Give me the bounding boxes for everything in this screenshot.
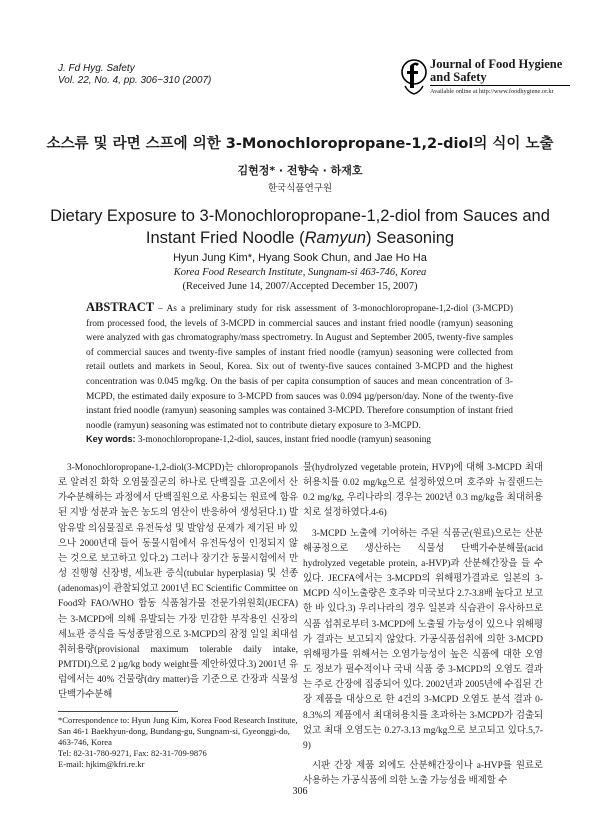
journal-logo-icon bbox=[400, 58, 428, 98]
korean-authors: 김현정* · 전향숙 · 하재호 bbox=[237, 164, 363, 177]
logo-title bbox=[430, 58, 570, 84]
body-paragraph: 물(hydrolyzed vegetable protein, HVP)에 대해 3-MCPD 최대 허용치를 0.02 mg/kg으로 설정하였으며 호주와 뉴질랜드는 0.2 mg/kg, 우리나라의 경우는 2002년 0.3 mg/kg을 최대허용치로 설정하였다.4-6) bbox=[303, 463, 543, 519]
received-dates: (Received June 14, 2007/Accepted December 15, 2007) bbox=[182, 281, 418, 292]
english-affiliation: Korea Food Research Institute, Sungnam-si 463-746, Korea bbox=[173, 267, 427, 278]
logo-divider bbox=[430, 85, 570, 86]
english-authors: Hyun Jung Kim*, Hyang Sook Chun, and Jae Ho Ha bbox=[173, 252, 427, 264]
english-title bbox=[40, 205, 560, 249]
journal-volume: Vol. 22, No. 4, pp. 306~310 (2007) bbox=[58, 75, 212, 86]
english-title-part: Instant Fried Noodle ( bbox=[145, 229, 305, 247]
footnote-divider bbox=[58, 711, 178, 712]
keywords-text: 3-monochloropropane-1,2-diol, sauces, instant fried noodle (ramyun) seasoning bbox=[135, 434, 431, 444]
logo-title-line2: and Safety bbox=[430, 70, 487, 84]
journal-url: Available online at http://www.foodhygiene.or.kr bbox=[430, 88, 554, 95]
keywords-label: Key words: bbox=[86, 434, 136, 444]
body-paragraph: 시판 간장 제품 외에도 산분해간장이나 a-HVP를 원료로 사용하는 가공식품에 의한 노출 가능성을 배제할 수 bbox=[303, 760, 543, 787]
english-title-line1: Dietary Exposure to 3-Monochloropropane-1,2-diol from Sauces and bbox=[50, 207, 550, 225]
english-title-line2 bbox=[40, 227, 560, 249]
abstract-dash: – bbox=[154, 304, 167, 314]
journal-logo bbox=[400, 57, 563, 100]
abstract-label: ABSTRACT bbox=[86, 300, 155, 314]
abstract bbox=[86, 300, 513, 433]
journal-reference bbox=[58, 63, 211, 87]
body-left-column bbox=[58, 461, 298, 704]
correspondence-footnote bbox=[58, 715, 298, 770]
body-right-column bbox=[303, 461, 543, 789]
footnote-email: E-mail: hjkim@kfri.re.kr bbox=[58, 759, 145, 769]
body-paragraph: 3-MCPD 노출에 기여하는 주된 식품군(원료)으로는 산분해공정으로 생산하는 식물성 단백가수분해물(acid hydrolyzed vegetable protein, a-HVP)과 산분해간장을 들 수 있다. JECFA에서는 3-MCPD의 위해평가결과로 일본의 3-MCPD 식이노출량은 호주와 미국보다 2.7-3.8배 높다고 보고한 바 있다.3) 우리나라의 경우 일본과 식습관이 유사하므로 식품 섭취로부터 3-MCPD에 노출될 가능성이 있으나 위해평가 결과는 보고되지 않았다. 가공식품섭취에 의한 3-MCPD 위해평가를 위해서는 오염가능성이 높은 식품에 대한 오염도 정보가 필수적이나 국내 식품 중 3-MCPD의 오염도 결과는 주로 간장에 집중되어 있다. 2002년과 2005년에 수집된 간장 제품을 대상으로 한 4건의 3-MCPD 오염도 분석 결과 0-8.3%의 제품에서 최대허용치를 초과하는 3-MCPD가 검출되었고 최대 오염도는 0.27-3.13 mg/kg으로 보고되고 있다.5,7-9) bbox=[303, 528, 543, 751]
logo-title-line1: Journal of Food Hygiene bbox=[430, 57, 563, 71]
body-paragraph: 3-Monochloropropane-1,2-diol(3-MCPD)는 chloropropanols로 알려진 화학 오염물질군의 하나로 단백질을 고온에서 산가수분해하는 과정에서 단백질원으로 사용되는 원료에 함유된 지방 성분과 높은 농도의 염산이 반응하여 생성된다.1) 발암유발 의심물질로 유전독성 및 발암성 문제가 제기된 바 있으나 2000년대 들어 동물시험에서 유전독성이 인정되지 않는 것으로 보고하고 있다.2) 그러나 장기간 동물시험에서 만성 진행형 신장병, 세뇨관 증식(tubular hyperplasia) 및 선종(adenomas)이 관찰되었고 2001년 EC Scientific Committee on Food와 FAO/WHO 합동 식품첨가물 전문가위원회(JECFA)는 3-MCPD에 의해 유발되는 가장 민감한 부작용인 신장의 세뇨관 증식을 독성종말점으로 3-MCPD의 잠정 일일 최대섭취허용량(provisional maximum tolerable daily intake, PMTDI)으로 2 µg/kg body weight를 제안하였다.3) 2001년 유럽에서는 40% 건물량(dry matter)을 기준으로 간장과 식물성 단백가수분해 bbox=[58, 463, 298, 701]
english-title-part: ) Seasoning bbox=[366, 229, 455, 247]
korean-affiliation: 한국식품연구원 bbox=[267, 183, 333, 194]
footnote-phone: Tel: 82-31-780-9271, Fax: 82-31-709-9876 bbox=[58, 748, 207, 758]
keywords bbox=[86, 433, 513, 445]
footnote-address: *Correspondence to: Hyun Jung Kim, Korea Food Research Institute, San 46-1 Baekhyun-dong, Bundang-gu, Sungnam-si, Gyeonggi-do, 463-746, Korea bbox=[58, 715, 298, 747]
journal-name: J. Fd Hyg. Safety bbox=[58, 63, 135, 74]
english-title-italic: Ramyun bbox=[304, 229, 367, 247]
abstract-text: As a preliminary study for risk assessment of 3-monochloropropane-1,2-diol (3-MCPD) from processed food, the levels of 3-MCPD in commercial sauces and instant fried noodle (ramyun) seasoning were analyzed with gas chromatography/mass spectrometry. In August and September 2005, twenty-five samples of commercial sauces and twenty-five samples of instant fried noodle (ramyun) seasoning were collected from retail outlets and markets in Seoul, Korea. Six out of twenty-five sauces contained 3-MCPD and the highest concentration was 0.045 mg/kg. On the basis of per capita consumption of sauces and mean concentration of 3-MCPD, the estimated daily exposure to 3-MCPD from sauces was 0.094 µg/person/day. None of the twenty-five instant fried noodle (ramyun) seasoning samples was contained 3-MCPD. Therefore consumption of instant fried noodle (ramyun) seasoning was estimated not to contribute dietary exposure to 3-MCPD. bbox=[86, 304, 514, 431]
korean-title: 소스류 및 라면 스프에 의한 3-Monochloropropane-1,2-diol의 식이 노출 bbox=[46, 136, 554, 152]
page-number: 306 bbox=[292, 786, 308, 797]
